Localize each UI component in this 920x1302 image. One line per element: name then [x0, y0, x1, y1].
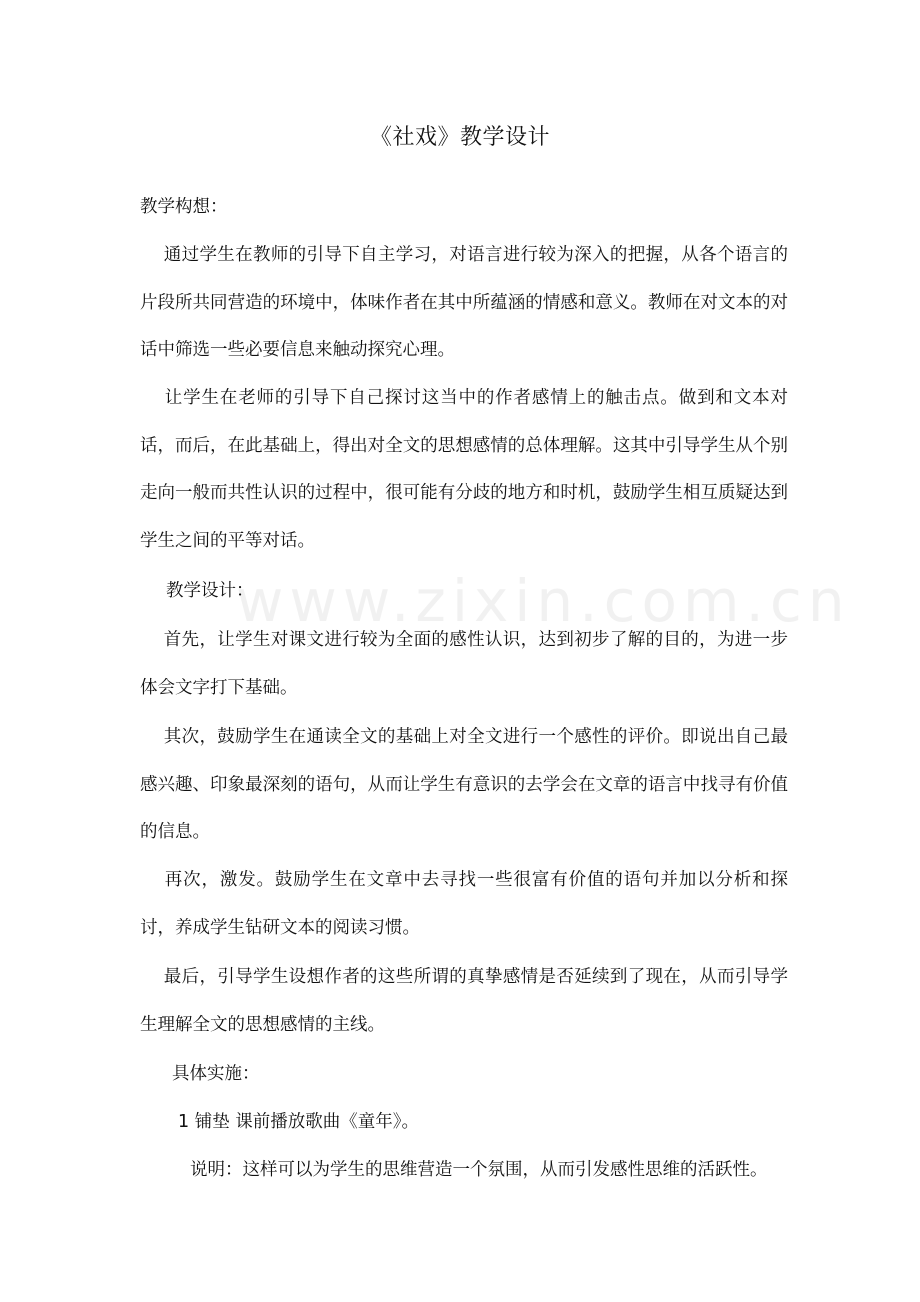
- paragraph-concept-1: 通过学生在教师的引导下自主学习，对语言进行较为深入的把握，从各个语言的片段所共同营造的环境中，体味作者在其中所蕴涵的情感和意义。教师在对文本的对话中筛选一些必要信息来触动探究心理。: [140, 245, 788, 360]
- section-heading-concept: 教学构想：: [140, 197, 228, 217]
- section-heading-implementation: 具体实施：: [172, 1064, 260, 1084]
- paragraph-concept-2: 让学生在老师的引导下自己探讨这当中的作者感情上的触击点。做到和文本对话，而后，在此基础上，得出对全文的思想感情的总体理解。这其中引导学生从个别走向一般而共性认识的过程中，很可能有分歧的地方和时机，鼓励学生相互质疑达到学生之间的平等对话。: [140, 388, 788, 551]
- paragraph-design-second: 其次，鼓励学生在通读全文的基础上对全文进行一个感性的评价。即说出自己最感兴趣、印象最深刻的语句，从而让学生有意识的去学会在文章的语言中找寻有价值的信息。: [140, 727, 788, 842]
- paragraph-design-third: 再次，激发。鼓励学生在文章中去寻找一些很富有价值的语句并加以分析和探讨，养成学生钻研文本的阅读习惯。: [140, 870, 788, 938]
- paragraph-design-last: 最后，引导学生设想作者的这些所谓的真挚感情是否延续到了现在，从而引导学生理解全文的思想感情的主线。: [140, 967, 788, 1035]
- section-heading-design: 教学设计：: [166, 581, 254, 601]
- document-title: 《社戏》教学设计: [369, 125, 550, 150]
- implementation-step-1: 1 铺垫 课前播放歌曲《童年》。: [178, 1112, 420, 1132]
- implementation-note-1: 说明：这样可以为学生的思维营造一个氛围，从而引发感性思维的活跃性。: [190, 1160, 768, 1180]
- watermark: www.zixin.com.cn: [236, 567, 851, 635]
- paragraph-design-first: 首先，让学生对课文进行较为全面的感性认识，达到初步了解的目的，为进一步体会文字打下基础。: [140, 630, 788, 698]
